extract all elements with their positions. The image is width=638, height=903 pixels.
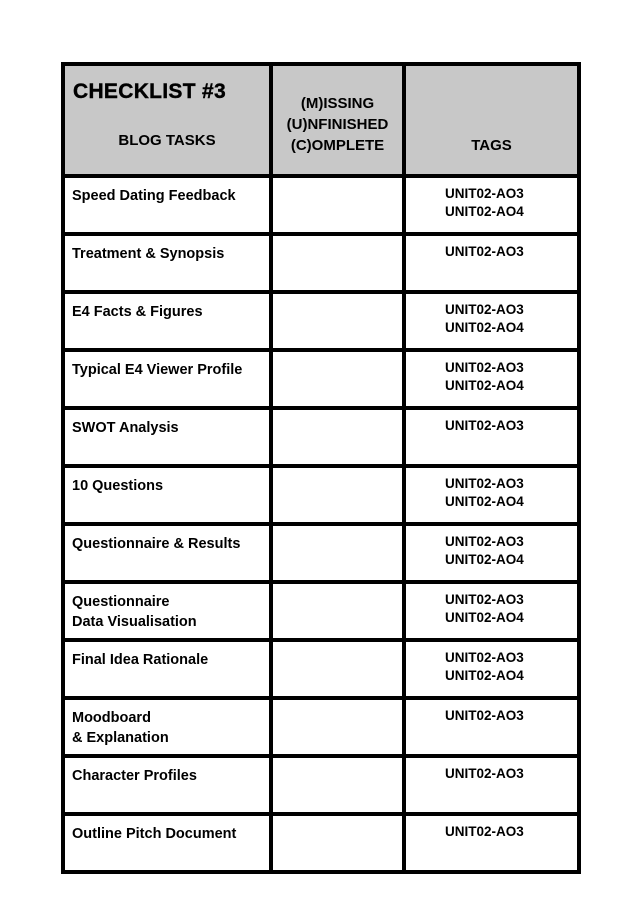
checklist-sheet [61,62,577,874]
tags-cell [404,756,579,814]
tags-label: TAGS [471,137,512,154]
tag-label: UNIT02-AO3 [445,650,524,665]
tag-label: UNIT02-AO3 [445,592,524,607]
header-status-cell [271,64,404,176]
status-legend-missing: (M)ISSING [300,95,375,112]
tag-label: UNIT02-AO4 [445,668,524,683]
tag-label: UNIT02-AO3 [445,302,524,317]
status-cell[interactable] [271,524,404,582]
task-label: Treatment & Synopsis [72,246,225,262]
tags-cell [404,814,579,872]
table-row [63,814,579,872]
tags-cell [404,524,579,582]
tag-label: UNIT02-AO3 [445,186,524,201]
task-cell [63,524,271,582]
task-label: Speed Dating Feedback [72,188,236,204]
status-cell[interactable] [271,350,404,408]
task-label: & Explanation [72,730,169,746]
table-row [63,466,579,524]
task-label: 10 Questions [72,478,164,494]
tag-label: UNIT02-AO3 [445,418,524,433]
tag-label: UNIT02-AO4 [445,204,524,219]
table-row [63,176,579,234]
status-cell[interactable] [271,582,404,640]
table-row [63,408,579,466]
status-cell[interactable] [271,814,404,872]
tag-label: UNIT02-AO3 [445,534,524,549]
status-legend-unfinished: (U)NFINISHED [286,116,389,133]
task-label: Questionnaire [72,594,170,610]
status-legend-complete: (C)OMPLETE [290,137,385,154]
status-cell[interactable] [271,408,404,466]
task-cell [63,350,271,408]
header-row [63,64,579,176]
status-cell[interactable] [271,176,404,234]
tags-cell [404,292,579,350]
task-label: Moodboard [72,710,151,726]
task-label: Final Idea Rationale [72,652,209,668]
tags-cell [404,466,579,524]
tag-label: UNIT02-AO4 [445,552,524,567]
task-cell [63,582,271,640]
task-label: Outline Pitch Document [72,826,237,842]
task-cell [63,756,271,814]
task-cell [63,814,271,872]
tags-cell [404,176,579,234]
task-label: E4 Facts & Figures [72,304,203,320]
tag-label: UNIT02-AO3 [445,476,524,491]
task-cell [63,408,271,466]
task-cell [63,698,271,756]
tag-label: UNIT02-AO4 [445,610,524,625]
task-cell [63,176,271,234]
tag-label: UNIT02-AO4 [445,494,524,509]
blog-tasks-label: BLOG TASKS [118,132,216,149]
tags-cell [404,350,579,408]
status-cell[interactable] [271,756,404,814]
status-cell[interactable] [271,466,404,524]
tag-label: UNIT02-AO4 [445,378,524,393]
tag-label: UNIT02-AO3 [445,360,524,375]
task-label: SWOT Analysis [72,420,179,436]
table-row [63,640,579,698]
tags-cell [404,640,579,698]
tags-cell [404,698,579,756]
task-label: Questionnaire & Results [72,536,241,552]
task-cell [63,466,271,524]
table-row [63,292,579,350]
status-cell[interactable] [271,640,404,698]
status-legend [273,93,402,156]
table-row [63,524,579,582]
task-cell [63,234,271,292]
table-row [63,350,579,408]
tags-cell [404,234,579,292]
tags-cell [404,408,579,466]
status-cell[interactable] [271,292,404,350]
tags-cell [404,582,579,640]
tag-label: UNIT02-AO3 [445,824,524,839]
tag-label: UNIT02-AO4 [445,320,524,335]
task-label: Character Profiles [72,768,197,784]
header-tags-cell [404,64,579,176]
table-row [63,582,579,640]
tag-label: UNIT02-AO3 [445,708,524,723]
table-row [63,698,579,756]
table-row [63,234,579,292]
task-cell [63,292,271,350]
status-cell[interactable] [271,234,404,292]
status-cell[interactable] [271,698,404,756]
task-cell [63,640,271,698]
checklist-table [61,62,581,874]
checklist-title: CHECKLIST #3 [73,80,226,103]
tag-label: UNIT02-AO3 [445,244,524,259]
tag-label: UNIT02-AO3 [445,766,524,781]
task-label: Data Visualisation [72,614,197,630]
task-label: Typical E4 Viewer Profile [72,362,243,378]
table-row [63,756,579,814]
header-task-cell [63,64,271,176]
